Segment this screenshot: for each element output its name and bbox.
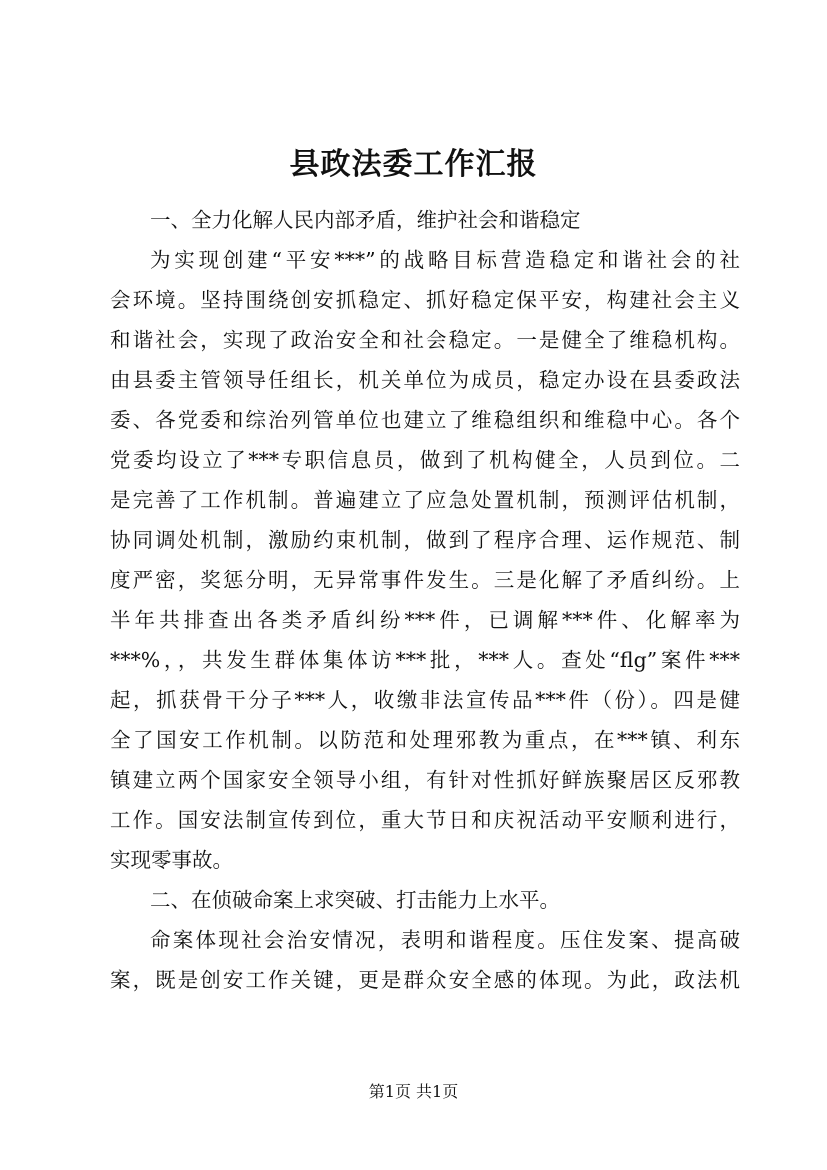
paragraph-line-14: 镇建立两个国家安全领导小组，有针对性抓好鲜族聚居区反邪教	[110, 768, 740, 792]
paragraph-line-2: 会环境。坚持围绕创安抓稳定、抓好稳定保平安，构建社会主义	[110, 288, 740, 312]
paragraph-line-17: 命案体现社会治安情况，表明和谐程度。压住发案、提高破	[150, 928, 740, 952]
paragraph-line-5: 委、各党委和综治列管单位也建立了维稳组织和维稳中心。各个	[110, 408, 740, 432]
paragraph-line-16: 实现零事故。	[110, 848, 233, 872]
paragraph-line-8: 协同调处机制，激励约束机制，做到了程序合理、运作规范、制	[110, 528, 740, 552]
page-footer: 第1页 共1页	[368, 1082, 459, 1101]
paragraph-line-3: 和谐社会，实现了政治安全和社会稳定。一是健全了维稳机构。	[110, 328, 740, 352]
paragraph-line-11: ***%，，共发生群体集体访***批，***人。查处“flg”案件***	[110, 648, 740, 672]
paragraph-line-4: 由县委主管领导任组长，机关单位为成员，稳定办设在县委政法	[110, 368, 740, 392]
paragraph-line-18: 案，既是创安工作关键，更是群众安全感的体现。为此，政法机	[110, 968, 740, 992]
paragraph-line-12: 起，抓获骨干分子***人，收缴非法宣传品***件（份）。四是健	[110, 688, 740, 712]
paragraph-line-15: 工作。国安法制宣传到位，重大节日和庆祝活动平安顺利进行，	[110, 808, 740, 832]
paragraph-line-7: 是完善了工作机制。普遍建立了应急处置机制，预测评估机制，	[110, 488, 740, 512]
document-title: 县政法委工作汇报	[289, 147, 538, 182]
section-heading-1: 一、全力化解人民内部矛盾，维护社会和谐稳定	[150, 208, 581, 232]
paragraph-line-6: 党委均设立了***专职信息员，做到了机构健全，人员到位。二	[110, 448, 740, 472]
paragraph-line-9: 度严密，奖惩分明，无异常事件发生。三是化解了矛盾纠纷。上	[110, 568, 740, 592]
section-heading-2: 二、在侦破命案上求突破、打击能力上水平。	[150, 888, 560, 912]
paragraph-line-10: 半年共排查出各类矛盾纠纷***件，已调解***件、化解率为	[110, 608, 740, 632]
paragraph-line-1: 为实现创建“平安***”的战略目标营造稳定和谐社会的社	[150, 248, 740, 272]
paragraph-line-13: 全了国安工作机制。以防范和处理邪教为重点，在***镇、利东	[110, 728, 740, 752]
